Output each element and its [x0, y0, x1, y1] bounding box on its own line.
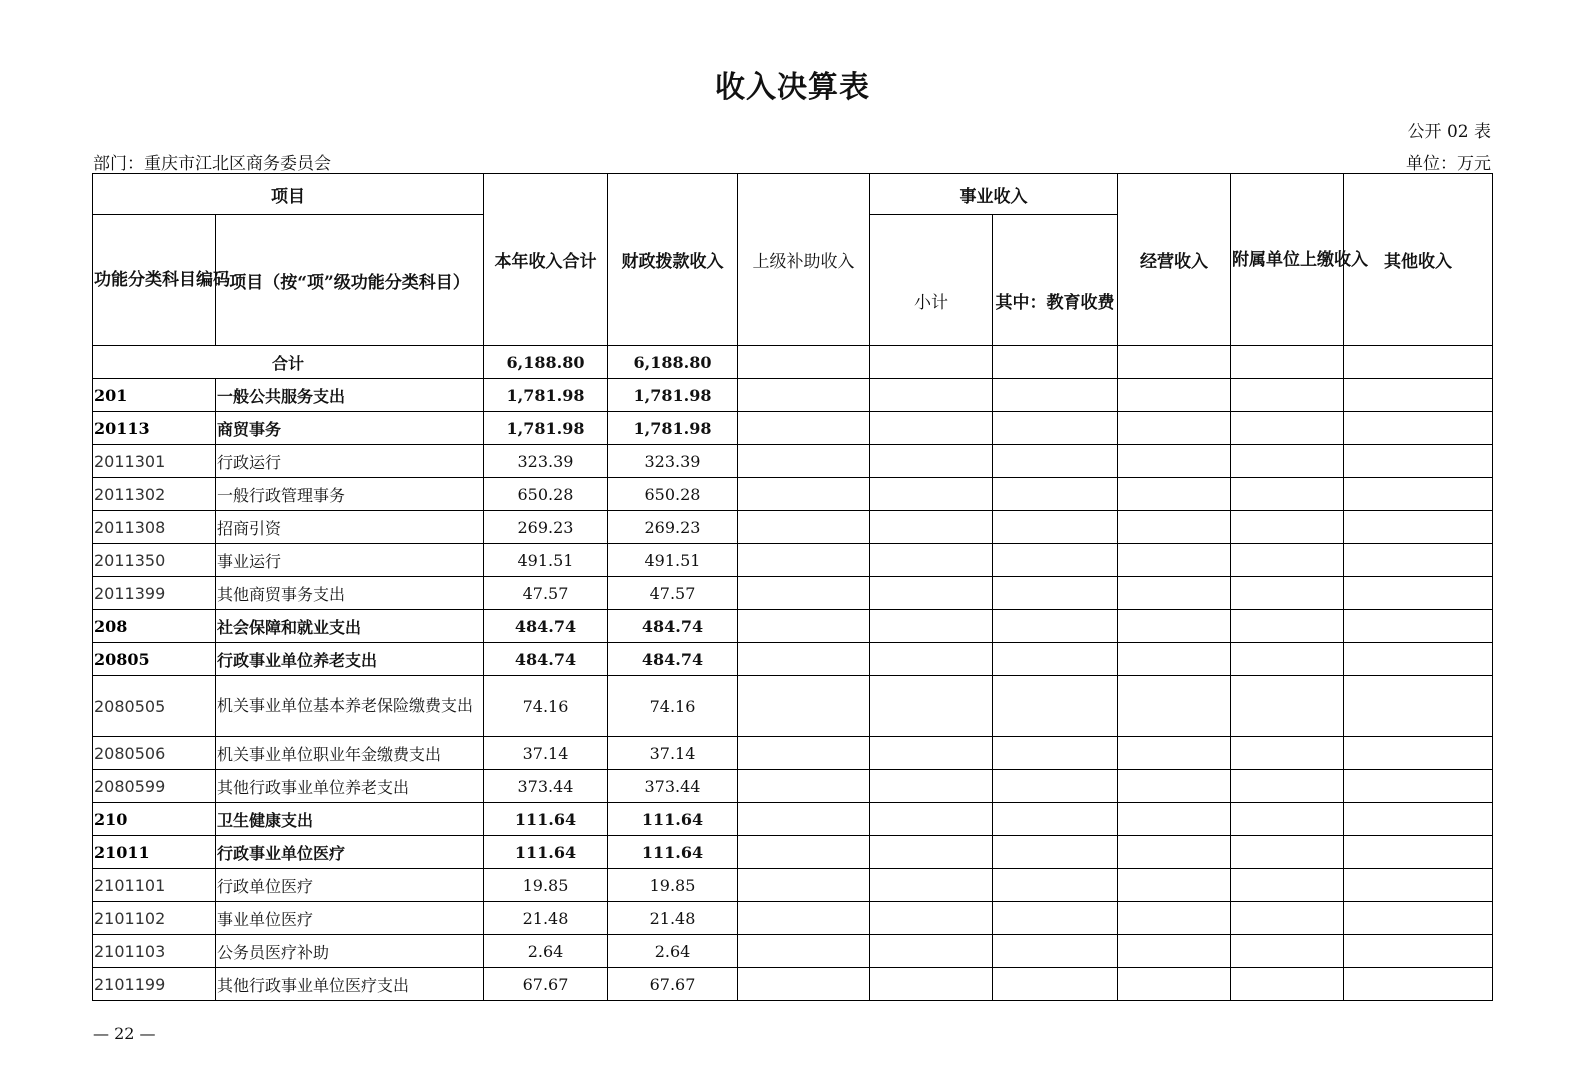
row-code: 2101102	[93, 902, 216, 935]
empty-cell	[1231, 770, 1344, 803]
empty-cell	[870, 577, 993, 610]
empty-cell	[1118, 803, 1231, 836]
empty-cell	[738, 770, 870, 803]
row-fiscal: 74.16	[608, 676, 738, 737]
table-row	[93, 869, 1493, 902]
row-fiscal: 269.23	[608, 511, 738, 544]
empty-cell	[1118, 478, 1231, 511]
row-fiscal: 1,781.98	[608, 412, 738, 445]
empty-cell	[993, 478, 1118, 511]
table-row	[93, 610, 1493, 643]
header-fiscal: 财政拨款收入	[608, 174, 738, 346]
empty-cell	[1118, 676, 1231, 737]
empty-cell	[993, 676, 1118, 737]
row-total-income: 74.16	[484, 676, 608, 737]
row-total-income: 37.14	[484, 737, 608, 770]
empty-cell	[993, 935, 1118, 968]
row-name: 行政单位医疗	[216, 869, 484, 902]
empty-cell	[738, 902, 870, 935]
empty-cell	[870, 346, 993, 379]
empty-cell	[1118, 935, 1231, 968]
empty-cell	[870, 643, 993, 676]
table-row	[93, 676, 1493, 737]
row-fiscal: 111.64	[608, 803, 738, 836]
table-row	[93, 544, 1493, 577]
empty-cell	[1344, 379, 1493, 412]
row-code: 2011399	[93, 577, 216, 610]
row-code: 2080506	[93, 737, 216, 770]
row-total-income: 650.28	[484, 478, 608, 511]
empty-cell	[870, 737, 993, 770]
row-code: 2101199	[93, 968, 216, 1001]
row-total-income: 111.64	[484, 836, 608, 869]
empty-cell	[1118, 577, 1231, 610]
empty-cell	[738, 577, 870, 610]
empty-cell	[1344, 544, 1493, 577]
empty-cell	[738, 412, 870, 445]
form-number: 公开 02 表	[1407, 122, 1491, 142]
empty-cell	[1344, 803, 1493, 836]
empty-cell	[1344, 643, 1493, 676]
row-total-income: 484.74	[484, 643, 608, 676]
empty-cell	[1118, 869, 1231, 902]
row-code: 2101101	[93, 869, 216, 902]
table-row	[93, 803, 1493, 836]
empty-cell	[993, 869, 1118, 902]
row-code: 2011350	[93, 544, 216, 577]
department-label: 部门：重庆市江北区商务委员会	[93, 154, 331, 174]
row-fiscal: 484.74	[608, 610, 738, 643]
header-project: 项目	[93, 174, 484, 215]
row-fiscal: 650.28	[608, 478, 738, 511]
empty-cell	[1344, 511, 1493, 544]
row-total-income: 373.44	[484, 770, 608, 803]
empty-cell	[1344, 346, 1493, 379]
table-row	[93, 379, 1493, 412]
row-code: 210	[93, 803, 216, 836]
empty-cell	[993, 445, 1118, 478]
empty-cell	[993, 902, 1118, 935]
empty-cell	[1231, 379, 1344, 412]
row-name: 行政事业单位养老支出	[216, 643, 484, 676]
empty-cell	[993, 770, 1118, 803]
header-affiliated: 附属单位上缴收入	[1231, 174, 1344, 346]
empty-cell	[1231, 643, 1344, 676]
row-total-income: 2.64	[484, 935, 608, 968]
empty-cell	[1231, 902, 1344, 935]
empty-cell	[738, 511, 870, 544]
header-func-name: 项目（按“项”级功能分类科目）	[216, 215, 484, 346]
empty-cell	[870, 379, 993, 412]
row-name: 一般行政管理事务	[216, 478, 484, 511]
empty-cell	[1231, 869, 1344, 902]
table-row	[93, 478, 1493, 511]
table-row	[93, 968, 1493, 1001]
empty-cell	[1344, 935, 1493, 968]
empty-cell	[1231, 445, 1344, 478]
total-row	[93, 346, 1493, 379]
row-total-income: 269.23	[484, 511, 608, 544]
empty-cell	[1344, 770, 1493, 803]
header-superior: 上级补助收入	[738, 174, 870, 346]
row-fiscal: 323.39	[608, 445, 738, 478]
row-name: 招商引资	[216, 511, 484, 544]
row-fiscal: 37.14	[608, 737, 738, 770]
empty-cell	[870, 935, 993, 968]
page-title: 收入决算表	[715, 70, 870, 105]
empty-cell	[738, 737, 870, 770]
row-total-income: 47.57	[484, 577, 608, 610]
row-code: 2101103	[93, 935, 216, 968]
row-total-income: 1,781.98	[484, 379, 608, 412]
row-code: 20113	[93, 412, 216, 445]
header-total-income: 本年收入合计	[484, 174, 608, 346]
empty-cell	[1231, 412, 1344, 445]
empty-cell	[1344, 610, 1493, 643]
empty-cell	[870, 544, 993, 577]
row-total-income: 111.64	[484, 803, 608, 836]
row-fiscal: 2.64	[608, 935, 738, 968]
empty-cell	[993, 803, 1118, 836]
empty-cell	[1118, 643, 1231, 676]
table-row	[93, 836, 1493, 869]
row-fiscal: 111.64	[608, 836, 738, 869]
empty-cell	[738, 968, 870, 1001]
empty-cell	[738, 836, 870, 869]
empty-cell	[1344, 676, 1493, 737]
row-fiscal: 67.67	[608, 968, 738, 1001]
row-name: 行政事业单位医疗	[216, 836, 484, 869]
row-name: 事业运行	[216, 544, 484, 577]
row-code: 21011	[93, 836, 216, 869]
empty-cell	[738, 643, 870, 676]
empty-cell	[1231, 968, 1344, 1001]
header-business: 经营收入	[1118, 174, 1231, 346]
empty-cell	[1118, 902, 1231, 935]
empty-cell	[870, 610, 993, 643]
empty-cell	[1344, 737, 1493, 770]
row-fiscal: 19.85	[608, 869, 738, 902]
table-row	[93, 935, 1493, 968]
table-row	[93, 770, 1493, 803]
row-total-income: 21.48	[484, 902, 608, 935]
empty-cell	[1344, 902, 1493, 935]
row-total-income: 484.74	[484, 610, 608, 643]
income-table	[92, 173, 1493, 1001]
empty-cell	[870, 676, 993, 737]
unit-label: 单位：万元	[1406, 154, 1491, 174]
row-name: 一般公共服务支出	[216, 379, 484, 412]
empty-cell	[1231, 836, 1344, 869]
empty-cell	[1231, 803, 1344, 836]
empty-cell	[1344, 412, 1493, 445]
empty-cell	[993, 577, 1118, 610]
row-code: 2011302	[93, 478, 216, 511]
row-fiscal: 47.57	[608, 577, 738, 610]
empty-cell	[993, 968, 1118, 1001]
table-row	[93, 737, 1493, 770]
empty-cell	[870, 511, 993, 544]
empty-cell	[993, 737, 1118, 770]
header-other: 其他收入	[1344, 174, 1493, 346]
empty-cell	[870, 968, 993, 1001]
row-code: 201	[93, 379, 216, 412]
empty-cell	[738, 935, 870, 968]
empty-cell	[1231, 511, 1344, 544]
empty-cell	[738, 445, 870, 478]
table-row	[93, 511, 1493, 544]
empty-cell	[1231, 737, 1344, 770]
empty-cell	[1231, 577, 1344, 610]
total-fiscal-value: 6,188.80	[608, 346, 738, 379]
empty-cell	[993, 412, 1118, 445]
row-fiscal: 1,781.98	[608, 379, 738, 412]
row-name: 卫生健康支出	[216, 803, 484, 836]
total-label: 合计	[93, 346, 484, 379]
empty-cell	[870, 770, 993, 803]
row-code: 20805	[93, 643, 216, 676]
row-code: 2080505	[93, 676, 216, 737]
row-name: 商贸事务	[216, 412, 484, 445]
empty-cell	[870, 445, 993, 478]
row-name: 机关事业单位职业年金缴费支出	[216, 737, 484, 770]
empty-cell	[993, 643, 1118, 676]
header-subtotal: 小计	[870, 215, 993, 346]
empty-cell	[1118, 412, 1231, 445]
row-fiscal: 491.51	[608, 544, 738, 577]
empty-cell	[1231, 544, 1344, 577]
table-row	[93, 643, 1493, 676]
empty-cell	[1344, 445, 1493, 478]
row-name: 社会保障和就业支出	[216, 610, 484, 643]
empty-cell	[738, 676, 870, 737]
empty-cell	[993, 346, 1118, 379]
empty-cell	[870, 412, 993, 445]
row-fiscal: 373.44	[608, 770, 738, 803]
empty-cell	[1118, 445, 1231, 478]
row-fiscal: 484.74	[608, 643, 738, 676]
row-name: 机关事业单位基本养老保险缴费支出	[216, 676, 484, 737]
empty-cell	[1118, 770, 1231, 803]
row-code: 208	[93, 610, 216, 643]
empty-cell	[738, 803, 870, 836]
empty-cell	[993, 511, 1118, 544]
table-row	[93, 577, 1493, 610]
row-name: 事业单位医疗	[216, 902, 484, 935]
row-total-income: 1,781.98	[484, 412, 608, 445]
empty-cell	[993, 836, 1118, 869]
empty-cell	[738, 544, 870, 577]
header-career: 事业收入	[870, 174, 1118, 215]
empty-cell	[1118, 511, 1231, 544]
empty-cell	[870, 803, 993, 836]
empty-cell	[1344, 577, 1493, 610]
empty-cell	[1231, 935, 1344, 968]
empty-cell	[738, 346, 870, 379]
empty-cell	[870, 478, 993, 511]
row-code: 2011308	[93, 511, 216, 544]
empty-cell	[870, 869, 993, 902]
empty-cell	[1344, 869, 1493, 902]
empty-cell	[1231, 478, 1344, 511]
row-code: 2080599	[93, 770, 216, 803]
empty-cell	[993, 610, 1118, 643]
empty-cell	[738, 869, 870, 902]
row-name: 其他商贸事务支出	[216, 577, 484, 610]
empty-cell	[1344, 836, 1493, 869]
empty-cell	[870, 836, 993, 869]
table-row	[93, 445, 1493, 478]
row-total-income: 491.51	[484, 544, 608, 577]
row-name: 公务员医疗补助	[216, 935, 484, 968]
empty-cell	[738, 478, 870, 511]
empty-cell	[738, 610, 870, 643]
empty-cell	[993, 379, 1118, 412]
header-education: 其中：教育收费	[993, 215, 1118, 346]
empty-cell	[1118, 836, 1231, 869]
empty-cell	[870, 902, 993, 935]
table-row	[93, 902, 1493, 935]
empty-cell	[1118, 379, 1231, 412]
empty-cell	[1344, 968, 1493, 1001]
header-func-code: 功能分类科目编码	[93, 215, 216, 346]
empty-cell	[1231, 676, 1344, 737]
table-row	[93, 412, 1493, 445]
empty-cell	[1118, 346, 1231, 379]
row-total-income: 19.85	[484, 869, 608, 902]
empty-cell	[1344, 478, 1493, 511]
row-total-income: 67.67	[484, 968, 608, 1001]
row-name: 其他行政事业单位医疗支出	[216, 968, 484, 1001]
row-total-income: 323.39	[484, 445, 608, 478]
empty-cell	[1118, 610, 1231, 643]
empty-cell	[738, 379, 870, 412]
empty-cell	[1118, 544, 1231, 577]
total-income-value: 6,188.80	[484, 346, 608, 379]
empty-cell	[1231, 610, 1344, 643]
row-name: 其他行政事业单位养老支出	[216, 770, 484, 803]
row-fiscal: 21.48	[608, 902, 738, 935]
page-footer: — 22 —	[93, 1024, 156, 1043]
empty-cell	[1231, 346, 1344, 379]
empty-cell	[1118, 968, 1231, 1001]
empty-cell	[993, 544, 1118, 577]
row-name: 行政运行	[216, 445, 484, 478]
empty-cell	[1118, 737, 1231, 770]
row-code: 2011301	[93, 445, 216, 478]
